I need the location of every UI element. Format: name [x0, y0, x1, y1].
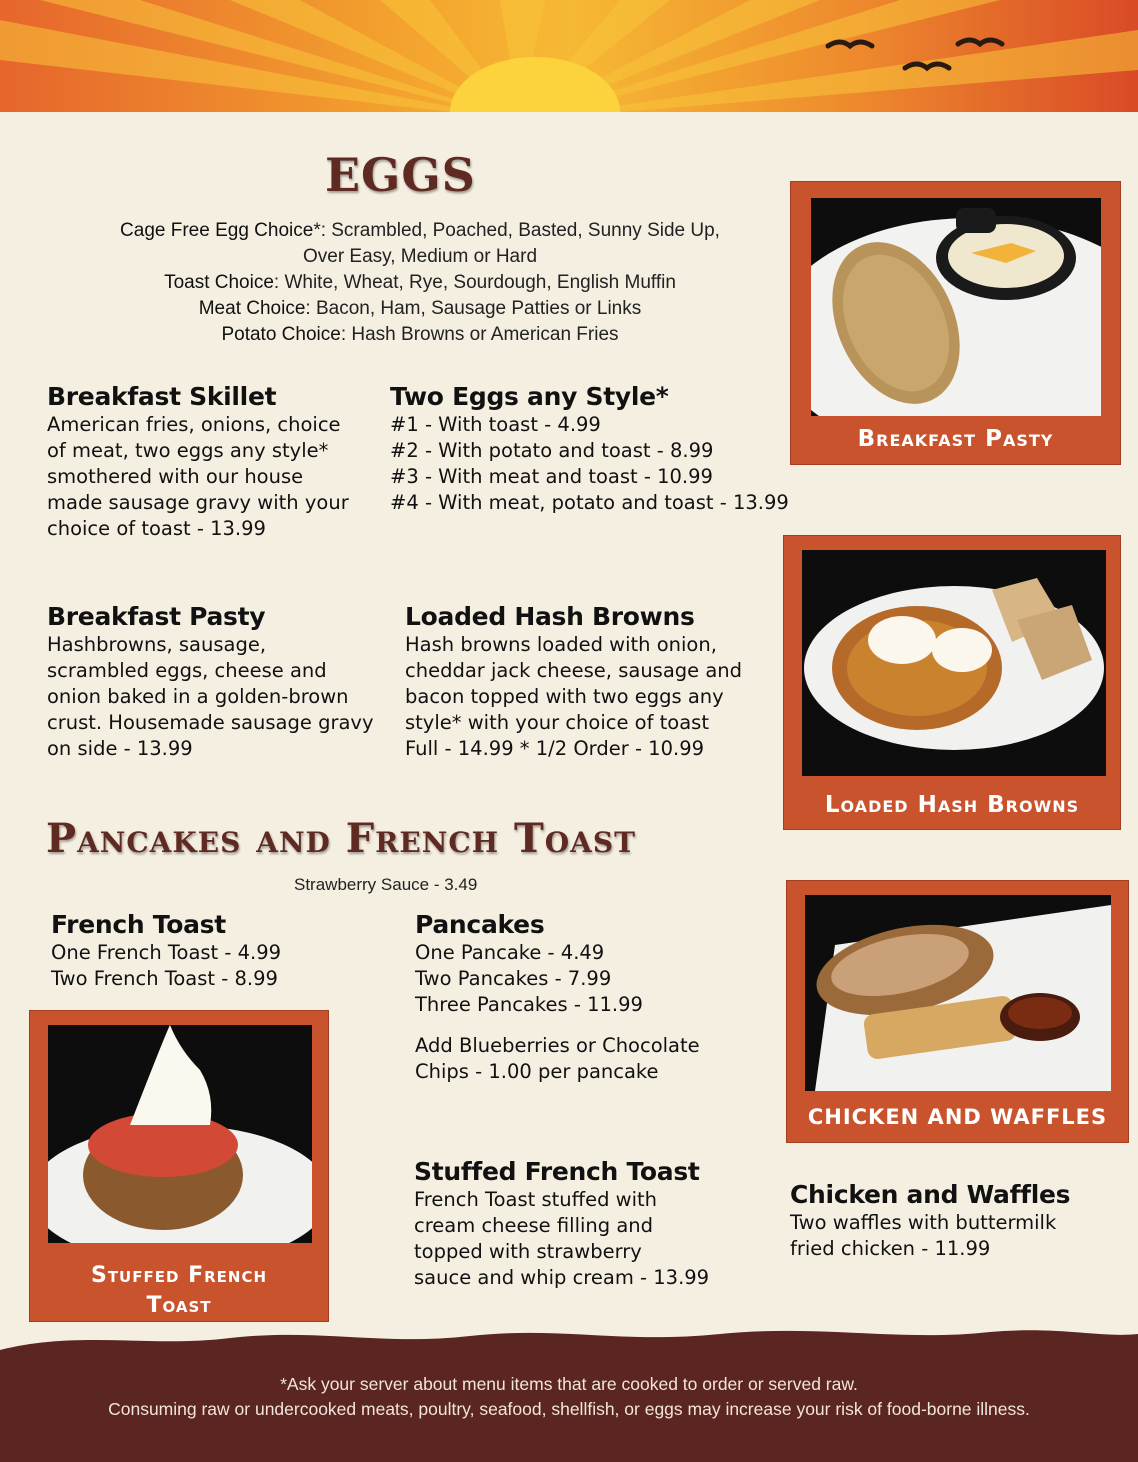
item-pancakes: [415, 910, 755, 1085]
item-line: Full - 14.99 * 1/2 Order - 10.99: [405, 737, 705, 760]
egg-choices: [60, 218, 780, 348]
item-line: Two French Toast - 8.99: [51, 967, 278, 990]
choice-line: Toast Choice: White, Wheat, Rye, Sourdough, English Muffin: [164, 272, 676, 293]
item-line: Two waffles with buttermilk: [790, 1211, 1057, 1234]
item-name: Two Eggs any Style*: [390, 382, 669, 411]
item-line: French Toast stuffed with: [414, 1188, 658, 1211]
item-line: crust. Housemade sausage gravy: [47, 711, 374, 734]
choice-line: Cage Free Egg Choice*: Scrambled, Poached, Basted, Sunny Side Up,: [120, 220, 720, 241]
item-line: #3 - With meat and toast - 10.99: [390, 465, 713, 488]
photo-caption: CHICKEN AND WAFFLES: [807, 1105, 1108, 1129]
chicken-and-waffles-image: [805, 895, 1111, 1091]
stuffed-french-toast-image: [48, 1025, 312, 1243]
choice-line: Over Easy, Medium or Hard: [302, 246, 538, 267]
item-line: scrambled eggs, cheese and: [47, 659, 327, 682]
photo-caption: [30, 1261, 328, 1321]
item-addon-line: Chips - 1.00 per pancake: [415, 1060, 659, 1083]
item-two-eggs: [390, 382, 810, 516]
item-line: fried chicken - 11.99: [790, 1237, 991, 1260]
item-line: onion baked in a golden-brown: [47, 685, 349, 708]
photo-caption: Loaded Hash Browns: [824, 792, 1080, 818]
item-line: American fries, onions, choice: [47, 413, 341, 436]
photo-loaded-hash-browns: [783, 535, 1121, 830]
item-line: Three Pancakes - 11.99: [415, 993, 643, 1016]
item-line: cheddar jack cheese, sausage and: [405, 659, 743, 682]
photo-chicken-and-waffles: [786, 880, 1129, 1143]
photo-caption: Breakfast Pasty: [857, 426, 1054, 452]
item-name: Stuffed French Toast: [414, 1157, 700, 1186]
item-loaded-hash-browns: [405, 602, 775, 762]
choice-line: Meat Choice: Bacon, Ham, Sausage Patties or Links: [198, 298, 642, 319]
header-sunburst: [0, 0, 1138, 112]
item-line: cream cheese filling and: [414, 1214, 654, 1237]
item-addon-line: Add Blueberries or Chocolate: [415, 1034, 700, 1057]
item-line: Hash browns loaded with onion,: [405, 633, 717, 656]
item-line: #4 - With meat, potato and toast - 13.99: [390, 491, 789, 514]
photo-caption-line: Toast: [146, 1293, 212, 1318]
item-name: Pancakes: [415, 910, 545, 939]
photo-caption-line: Stuffed French: [90, 1263, 268, 1288]
item-line: topped with strawberry: [414, 1240, 642, 1263]
item-breakfast-pasty: [47, 602, 387, 762]
footer: [0, 1320, 1138, 1462]
item-line: One Pancake - 4.49: [415, 941, 605, 964]
item-line: bacon topped with two eggs any: [405, 685, 724, 708]
item-line: on side - 13.99: [47, 737, 193, 760]
photo-breakfast-pasty: [790, 181, 1121, 465]
strawberry-sauce-note: Strawberry Sauce - 3.49: [294, 875, 478, 894]
item-stuffed-french-toast: [414, 1157, 754, 1291]
item-name: French Toast: [51, 910, 226, 939]
item-line: #1 - With toast - 4.99: [390, 413, 601, 436]
pancakes-title: Pancakes and French Toast: [46, 815, 636, 862]
item-line: sauce and whip cream - 13.99: [414, 1266, 710, 1289]
item-chicken-and-waffles: [790, 1180, 1130, 1262]
item-line: #2 - With potato and toast - 8.99: [390, 439, 714, 462]
item-line: made sausage gravy with your: [47, 491, 349, 514]
item-french-toast: [51, 910, 371, 992]
item-line: of meat, two eggs any style*: [47, 439, 329, 462]
item-name: Chicken and Waffles: [790, 1180, 1071, 1209]
eggs-title: EGGS: [325, 148, 476, 202]
choice-line: Potato Choice: Hash Browns or American Fries: [221, 324, 619, 345]
item-line: Two Pancakes - 7.99: [415, 967, 612, 990]
item-line: style* with your choice of toast: [405, 711, 709, 734]
photo-stuffed-french-toast: [29, 1010, 329, 1322]
item-line: choice of toast - 13.99: [47, 517, 266, 540]
breakfast-pasty-image: [811, 198, 1101, 416]
item-name: Breakfast Pasty: [47, 602, 266, 631]
item-name: Loaded Hash Browns: [405, 602, 695, 631]
footer-disclaimer-line1: *Ask your server about menu items that are cooked to order or served raw.: [280, 1374, 858, 1394]
item-breakfast-skillet: [47, 382, 387, 542]
item-line: Hashbrowns, sausage,: [47, 633, 267, 656]
item-name: Breakfast Skillet: [47, 382, 277, 411]
item-line: One French Toast - 4.99: [51, 941, 282, 964]
loaded-hash-browns-image: [802, 550, 1106, 776]
item-line: smothered with our house: [47, 465, 304, 488]
footer-disclaimer-line2: Consuming raw or undercooked meats, poultry, seafood, shellfish, or eggs may increase your risk of food-borne illness.: [108, 1399, 1030, 1419]
